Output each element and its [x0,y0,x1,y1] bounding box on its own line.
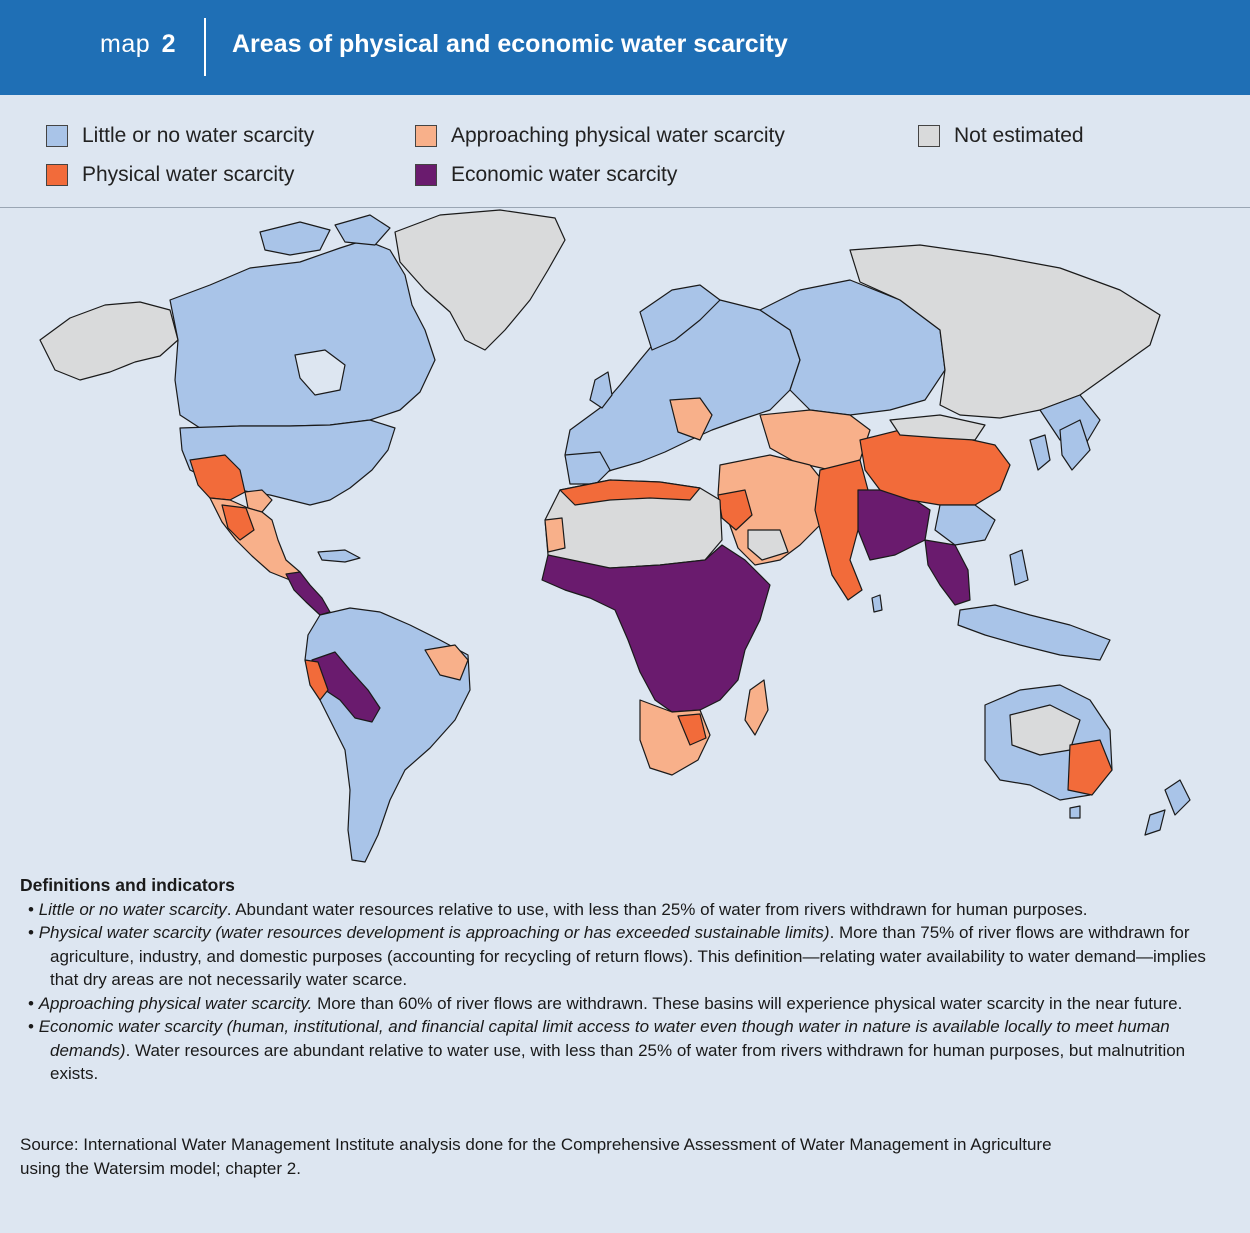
legend-swatch-not-estimated [918,125,940,147]
region-madagascar [745,680,768,735]
map-number: 2 [161,30,176,58]
world-map [0,208,1250,873]
region-central-america [286,572,330,615]
legend-swatch-approaching-scarcity [415,125,437,147]
region-china-south [935,505,995,545]
region-iberia [565,452,610,484]
definition-text: . More than 75% of river flows are withdrawn for agriculture, industry, and domestic purposes (accounting for recycling of return flows). This definition—relating water availability to water demand—implies that dry areas are not necessarily water scarce. [50,923,1206,989]
definition-term: Economic water scarcity (human, institutional, and financial capital limit access to water even though water in nature is available locally to meet human demands) [38,1017,1170,1060]
definition-text: . Abundant water resources relative to use, with less than 25% of water from rivers withdrawn for human purposes. [226,899,1088,919]
definition-text: . Water resources are abundant relative to water use, with less than 25% of water from rivers withdrawn for human purposes, but malnutrition exists. [50,1040,1186,1083]
region-canada [170,240,435,428]
region-maritime-se-asia [958,605,1110,660]
region-new-zealand [1145,780,1190,835]
legend-swatch-economic-scarcity [415,164,437,186]
map-title: Areas of physical and economic water scarcity [232,30,788,58]
legend-swatch-little-scarcity [46,125,68,147]
legend-label-not-estimated: Not estimated [954,124,1084,147]
definition-little-scarcity: • Little or no water scarcity. Abundant water resources relative to use, with less than 25% of water from rivers withdrawn for human purposes. [28,899,1088,919]
region-sub-saharan-africa [542,545,770,712]
header-divider [204,18,206,76]
definitions-heading: Definitions and indicators [20,875,235,895]
definition-term: Approaching physical water scarcity. [38,993,313,1013]
map-number-label [100,30,176,59]
legend-label-economic-scarcity: Economic water scarcity [451,163,678,186]
map-header [0,0,1250,95]
region-indochina [925,540,970,605]
definitions-section [20,874,1230,1086]
definition-economic-scarcity: • Economic water scarcity (human, institutional, and financial capital limit access to water even though water in nature is available locally to meet human demands). Water resources are abundant relative to water use, with less than 25% of water from rivers withdrawn for human purposes, but malnutrition exists. [28,1017,1186,1083]
source-note: Source: International Water Management Institute analysis done for the Comprehensive Assessment of Water Management in Agriculture using the Watersim model; chapter 2. [20,1135,1052,1178]
legend [0,95,1250,208]
world-map-svg [0,208,1250,873]
legend-item-economic-scarcity [415,163,677,187]
legend-label-physical-scarcity: Physical water scarcity [82,163,295,186]
definition-approaching-scarcity: • Approaching physical water scarcity. More than 60% of river flows are withdrawn. These basins will experience physical water scarcity in the near future. [28,993,1183,1013]
legend-label-approaching-scarcity: Approaching physical water scarcity [451,124,785,147]
region-alaska [40,302,178,380]
legend-swatch-physical-scarcity [46,164,68,186]
legend-item-approaching-scarcity [415,124,785,148]
definition-text: More than 60% of river flows are withdrawn. These basins will experience physical water scarcity in the near future. [312,993,1183,1013]
definition-physical-scarcity: • Physical water scarcity (water resources development is approaching or has exceeded sustainable limits). More than 75% of river flows are withdrawn for agriculture, industry, and domestic purposes (accounting for recycling of return flows). This definition—relating water availability to water demand—implies that dry areas are not necessarily water scarce. [28,923,1206,989]
region-caribbean [318,550,360,562]
region-tasmania [1070,806,1080,818]
map-label: map [100,30,151,58]
definition-term: Physical water scarcity (water resources development is approaching or has exceeded sustainable limits) [38,923,830,942]
legend-item-physical-scarcity [46,163,294,187]
region-sahel-approaching [545,518,565,552]
region-philippines [1010,550,1028,585]
legend-item-little-scarcity [46,124,314,148]
legend-label-little-scarcity: Little or no water scarcity [82,124,315,147]
region-sri-lanka [872,595,882,612]
legend-item-not-estimated [918,124,1084,148]
definition-term: Little or no water scarcity [38,899,227,919]
